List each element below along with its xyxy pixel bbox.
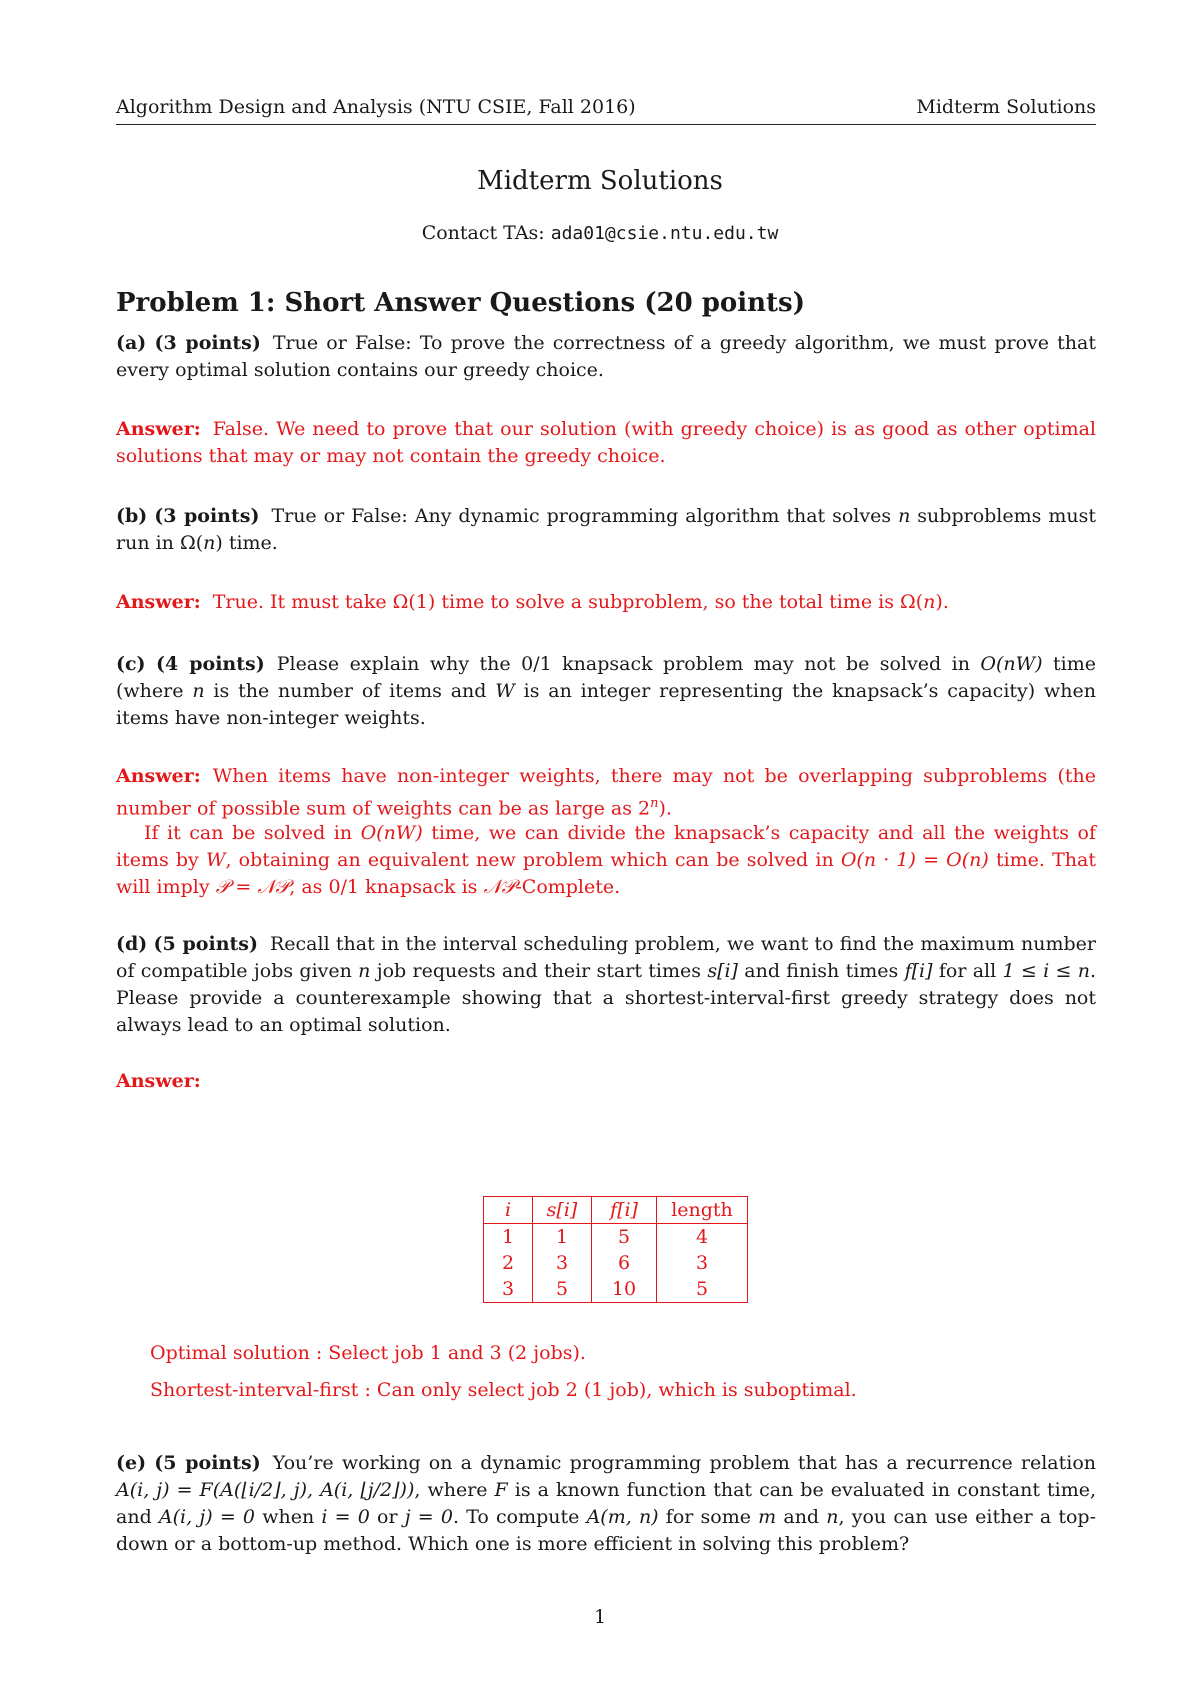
answer-c-2-text-3: , obtaining an equivalent new problem which can be solved in (225, 849, 841, 871)
question-e-text-1: You’re working on a dynamic programming problem that has a recurrence relation (272, 1452, 1097, 1474)
answer-c-2-text-4: time. That will imply (116, 849, 1096, 898)
table-header-cell: i (484, 1197, 533, 1224)
optimal-solution-line: Optimal solution : Select job 1 and 3 (2 jobs). (150, 1342, 586, 1364)
question-c-points: (4 points) (156, 653, 265, 675)
question-d-finish-time: f[i] (904, 960, 933, 982)
table-cell: 5 (592, 1224, 657, 1251)
table-header-cell: length (657, 1197, 748, 1224)
question-e (116, 1450, 1096, 1558)
table-cell: 1 (484, 1224, 533, 1251)
question-e-base: A(i, j) = 0 (158, 1506, 256, 1528)
question-d-text-4: for all (932, 960, 1003, 982)
question-c-text-1: Please explain why the 0/1 knapsack problem may not be solved in (276, 653, 981, 675)
question-e-text-2: , where (414, 1479, 495, 1501)
answer-a (116, 416, 1096, 470)
question-e-amn: A(m, n) (586, 1506, 659, 1528)
answer-a-text: False. We need to prove that our solution (with greedy choice) is as good as other optimal solutions that may or may not contain the greedy choice. (116, 418, 1096, 467)
question-c (116, 651, 1096, 732)
answer-d-label: Answer: (116, 1070, 201, 1092)
table-row (484, 1276, 748, 1303)
question-e-j0: j = 0 (404, 1506, 453, 1528)
question-a-points: (3 points) (154, 332, 261, 354)
question-c-text-2: time (where (116, 653, 1097, 702)
table-cell: 4 (657, 1224, 748, 1251)
question-b-text-1: True or False: Any dynamic programming algorithm that solves (271, 505, 899, 527)
table-header-row (484, 1197, 748, 1224)
question-b-var-n: n (898, 505, 911, 527)
answer-c-2-text-6: -Complete. (515, 876, 621, 898)
answer-c-2-equation: O(n · 1) = O(n) (840, 849, 989, 871)
question-e-var-m: m (758, 1506, 777, 1528)
question-a-text: True or False: To prove the correctness of a greedy algorithm, we must prove that every optimal solution contains our greedy choice. (116, 332, 1096, 381)
question-d-points: (5 points) (153, 933, 258, 955)
answer-c-paragraph-2 (116, 820, 1096, 901)
table-row (484, 1224, 748, 1251)
table-cell: 10 (592, 1276, 657, 1303)
answer-c (116, 763, 1096, 822)
question-c-text-4: is an integer representing the knapsack’s capacity) when items have non-integer weights. (116, 680, 1096, 729)
answer-c-2-var-w: W (205, 849, 226, 871)
question-a-label: (a) (116, 332, 147, 354)
answer-c-text-1: When items have non-integer weights, there may not be overlapping subproblems (the number of possible sum of weights can be as large as 2 (116, 765, 1096, 820)
answer-c-exponent: n (650, 796, 659, 811)
question-b-points: (3 points) (154, 505, 260, 527)
table-header-cell: s[i] (533, 1197, 592, 1224)
table-cell: 6 (592, 1250, 657, 1276)
table-header-cell: f[i] (592, 1197, 657, 1224)
question-e-text-5: or (369, 1506, 405, 1528)
question-e-text-3: is a known function that can be evaluated in constant time, and (116, 1479, 1096, 1528)
question-c-label: (c) (116, 653, 146, 675)
question-d-text-2: job requests and their start times (370, 960, 708, 982)
question-b (116, 503, 1096, 557)
question-c-text-3: is the number of items and (204, 680, 496, 702)
header-rule (116, 124, 1096, 125)
answer-c-2-text-1: If it can be solved in (144, 822, 361, 844)
answer-c-2-text-2: time, we can divide the knapsack’s capacity and all the weights of items by (116, 822, 1096, 871)
answer-c-2-np: 𝒩𝒫 (483, 876, 516, 898)
contact-label: Contact TAs: (421, 222, 551, 244)
question-e-text-4: when (255, 1506, 322, 1528)
answer-a-label: Answer: (116, 418, 201, 440)
answer-b-var-n: n (923, 591, 936, 613)
answer-c-2-onw: O(nW) (360, 822, 423, 844)
page-number: 1 (593, 1606, 607, 1628)
answer-b (116, 589, 1096, 616)
question-e-text-6: . To compute (452, 1506, 587, 1528)
question-d-text-1: Recall that in the interval scheduling problem, we want to find the maximum number of compatible jobs given (116, 933, 1097, 982)
question-e-label: (e) (116, 1452, 147, 1474)
table-cell: 1 (533, 1224, 592, 1251)
page-title: Midterm Solutions (477, 166, 723, 196)
question-d-text-3: and finish times (737, 960, 905, 982)
question-e-var-n: n (826, 1506, 839, 1528)
contact-line (0, 222, 1200, 244)
counterexample-table (483, 1196, 748, 1303)
table-cell: 2 (484, 1250, 533, 1276)
question-d (116, 931, 1096, 1039)
question-b-text-3: ) time. (215, 532, 278, 554)
answer-b-text-2: ). (935, 591, 949, 613)
table-cell: 3 (484, 1276, 533, 1303)
shortest-interval-line: Shortest-interval-first : Can only select job 2 (1 job), which is suboptimal. (150, 1379, 857, 1401)
table-cell: 5 (657, 1276, 748, 1303)
answer-c-2-p-np: 𝒫 = 𝒩𝒫 (215, 876, 290, 898)
question-e-points: (5 points) (154, 1452, 261, 1474)
running-header-title: Midterm Solutions (916, 96, 1096, 118)
question-d-range: 1 ≤ i ≤ n (1002, 960, 1090, 982)
question-e-text-7: for some (658, 1506, 759, 1528)
question-b-text-2: subproblems must run in Ω( (116, 505, 1096, 554)
question-a (116, 330, 1096, 384)
table-cell: 3 (533, 1250, 592, 1276)
question-e-text-9: , you can use either a top-down or a bottom-up method. Which one is more efficient in solving this problem? (116, 1506, 1096, 1555)
question-d-text-5: . Please provide a counterexample showing that a shortest-interval-first greedy strategy does not always lead to an optimal solution. (116, 960, 1097, 1036)
question-c-onw: O(nW) (980, 653, 1043, 675)
question-e-recurrence: A(i, j) = F(A(⌊i/2⌋, j), A(i, ⌊j/2⌋)) (116, 1479, 415, 1501)
table-row (484, 1250, 748, 1276)
question-b-var-n-2: n (203, 532, 216, 554)
question-d-label: (d) (116, 933, 148, 955)
question-c-var-w: W (495, 680, 515, 702)
question-d-start-time: s[i] (707, 960, 738, 982)
question-c-var-n: n (192, 680, 205, 702)
question-b-label: (b) (116, 505, 148, 527)
answer-c-text-1-end: ). (658, 797, 672, 820)
contact-email: ada01@csie.ntu.edu.tw (550, 223, 779, 244)
answer-b-text-1: True. It must take Ω(1) time to solve a subproblem, so the total time is Ω( (212, 591, 924, 613)
answer-c-label: Answer: (116, 765, 201, 787)
answer-b-label: Answer: (116, 591, 201, 613)
table-cell: 5 (533, 1276, 592, 1303)
table-cell: 3 (657, 1250, 748, 1276)
answer-c-2-text-5: , as 0/1 knapsack is (289, 876, 484, 898)
question-e-text-8: and (776, 1506, 827, 1528)
question-e-i0: i = 0 (321, 1506, 370, 1528)
question-d-var-n: n (358, 960, 371, 982)
problem-heading: Problem 1: Short Answer Questions (20 points) (116, 288, 805, 318)
running-header-course: Algorithm Design and Analysis (NTU CSIE, Fall 2016) (116, 96, 636, 118)
question-e-var-f: F (494, 1479, 508, 1501)
